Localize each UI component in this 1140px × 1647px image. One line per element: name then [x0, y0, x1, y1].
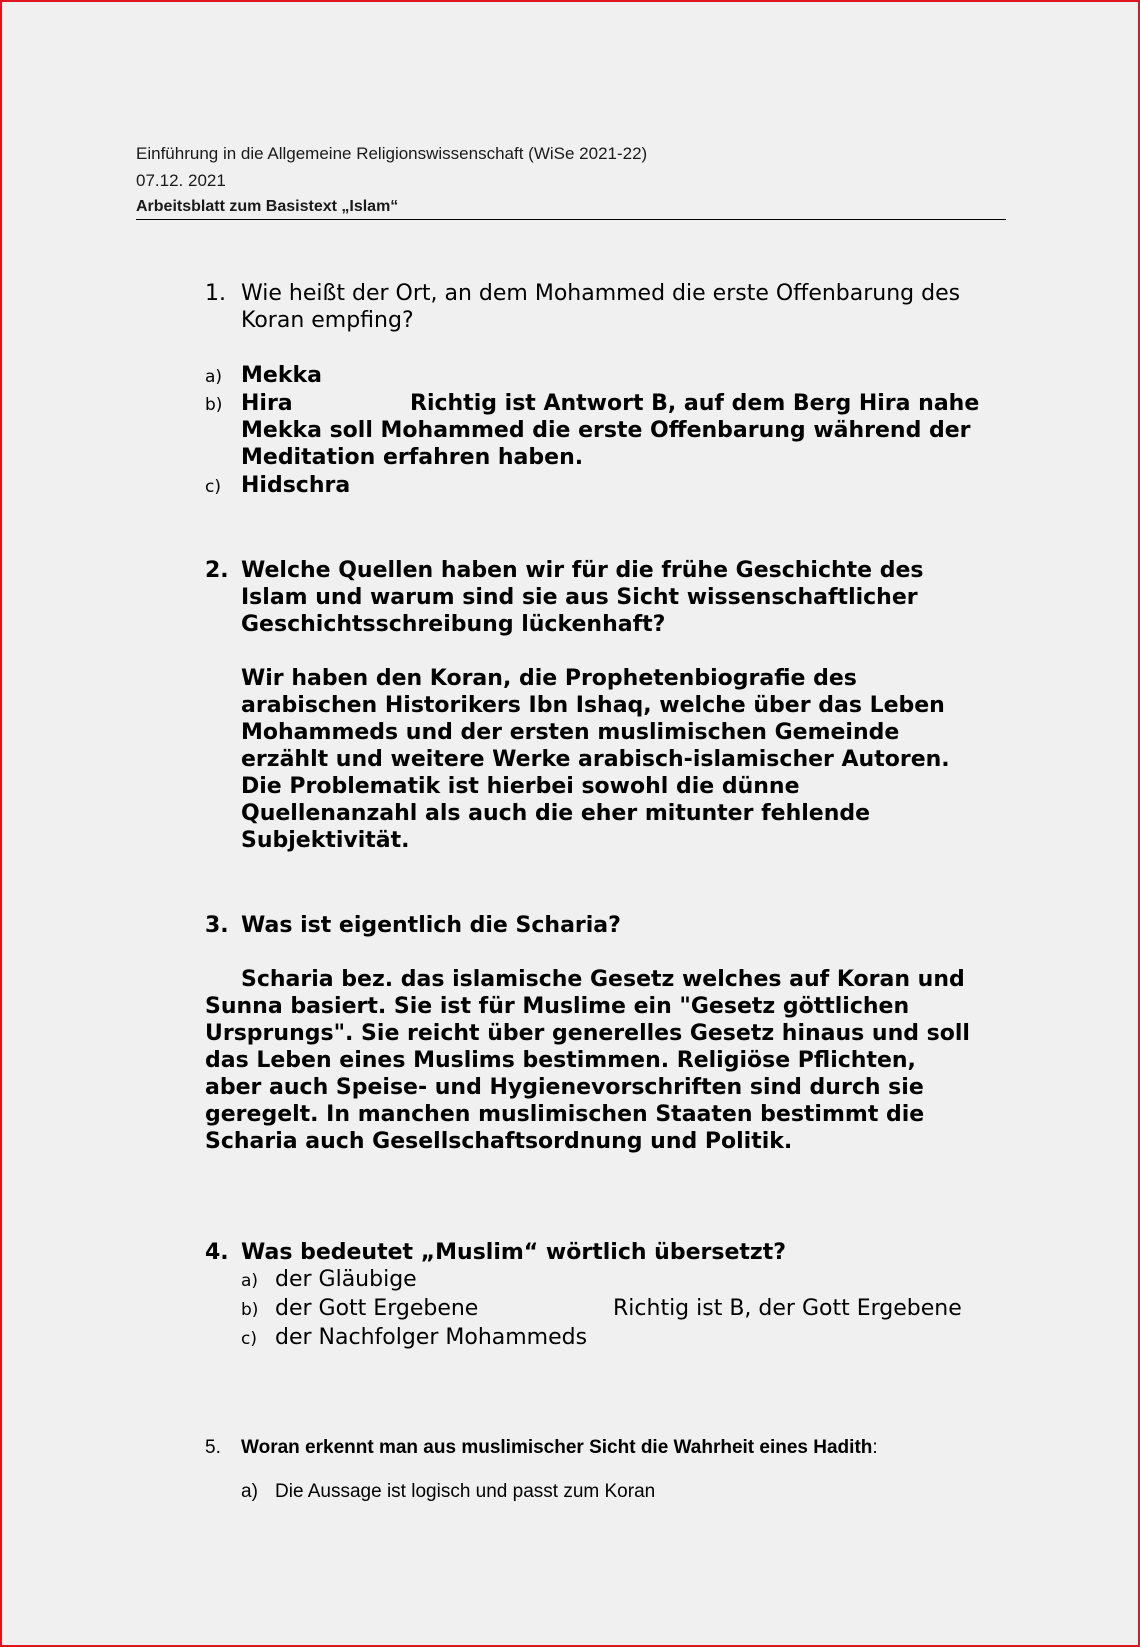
q2-answer-line5: Die Problematik ist hierbei sowohl die dünne: [241, 774, 800, 799]
q4-answer: Richtig ist B, der Gott Ergebene: [613, 1296, 962, 1321]
q1-question-line1: Wie heißt der Ort, an dem Mohammed die erste Offenbarung des: [241, 281, 961, 306]
q2-answer-line4: erzählt und weitere Werke arabisch-islamischer Autoren.: [241, 747, 950, 772]
q2-number: 2.: [205, 558, 229, 583]
q1-number: 1.: [205, 281, 226, 306]
q1-question-line2: Koran empfing?: [241, 308, 414, 333]
course-title: Einführung in die Allgemeine Religionswissenschaft (WiSe 2021-22): [136, 144, 648, 163]
q3-answer-line2: Sunna basiert. Sie ist für Muslime ein "Gesetz göttlichen: [205, 994, 910, 1019]
q3-answer-line3: Ursprungs". Sie reicht über generelles Gesetz hinaus und soll: [205, 1021, 970, 1046]
q2-answer-line3: Mohammeds und der ersten muslimischen Gemeinde: [241, 720, 900, 745]
q3-answer-line4: das Leben eines Muslims bestimmen. Religiöse Pflichten,: [205, 1048, 916, 1073]
q1-option-c-label: c): [205, 477, 221, 497]
q4-option-b-text: der Gott Ergebene: [275, 1296, 479, 1321]
q4-option-c-label: c): [241, 1329, 257, 1349]
q3-answer-line7: Scharia auch Gesellschaftsordnung und Politik.: [205, 1129, 793, 1154]
q3-answer-line6: geregelt. In manchen muslimischen Staaten bestimmt die: [205, 1102, 925, 1127]
q2-answer-line2: arabischen Historikers Ibn Ishaq, welche über das Leben: [241, 693, 945, 718]
q2-question-line3: Geschichtsschreibung lückenhaft?: [241, 612, 666, 637]
q5-option-a-label: a): [241, 1481, 258, 1502]
q1-answer-line1: Richtig ist Antwort B, auf dem Berg Hira nahe: [410, 391, 980, 416]
q3-question: Was ist eigentlich die Scharia?: [241, 913, 621, 938]
q4-option-b-label: b): [241, 1300, 259, 1320]
q3-answer-line5: aber auch Speise- und Hygienevorschriften sind durch sie: [205, 1075, 924, 1100]
date: 07.12. 2021: [136, 171, 226, 190]
q3-answer-line1: Scharia bez. das islamische Gesetz welches auf Koran und: [241, 967, 965, 992]
q1-answer-line2: Mekka soll Mohammed die erste Offenbarung während der: [241, 418, 971, 443]
q2-answer-line6: Quellenanzahl als auch die eher mitunter fehlende: [241, 801, 871, 826]
q4-option-a-text: der Gläubige: [275, 1267, 417, 1292]
q2-answer-line1: Wir haben den Koran, die Prophetenbiografie des: [241, 666, 857, 691]
q4-question: Was bedeutet „Muslim“ wörtlich übersetzt?: [241, 1240, 786, 1265]
q1-option-b-label: b): [205, 395, 223, 415]
q5-question-block: [241, 1435, 878, 1461]
q1-option-c-text: Hidschra: [241, 473, 351, 498]
q5-question: Woran erkennt man aus muslimischer Sicht die Wahrheit eines Hadith: [241, 1437, 873, 1458]
q5-question-suffix: :: [872, 1437, 878, 1458]
q4-number: 4.: [205, 1240, 229, 1265]
q3-number: 3.: [205, 913, 229, 938]
q2-answer-line7: Subjektivität.: [241, 828, 410, 853]
q4-option-c-text: der Nachfolger Mohammeds: [275, 1325, 588, 1350]
header-divider: [136, 219, 1006, 220]
sheet-title: Arbeitsblatt zum Basistext „Islam“: [136, 198, 399, 215]
q5-number: 5.: [205, 1437, 221, 1458]
q1-answer-line3: Meditation erfahren haben.: [241, 445, 584, 470]
q5-option-a-text: Die Aussage ist logisch und passt zum Koran: [275, 1481, 656, 1502]
q1-option-b-text: Hira: [241, 391, 293, 416]
q2-question-line2: Islam und warum sind sie aus Sicht wissenschaftlicher: [241, 585, 918, 610]
q2-question-line1: Welche Quellen haben wir für die frühe Geschichte des: [241, 558, 924, 583]
q4-option-a-label: a): [241, 1271, 259, 1291]
q1-option-a-text: Mekka: [241, 363, 322, 388]
q1-option-a-label: a): [205, 367, 223, 387]
